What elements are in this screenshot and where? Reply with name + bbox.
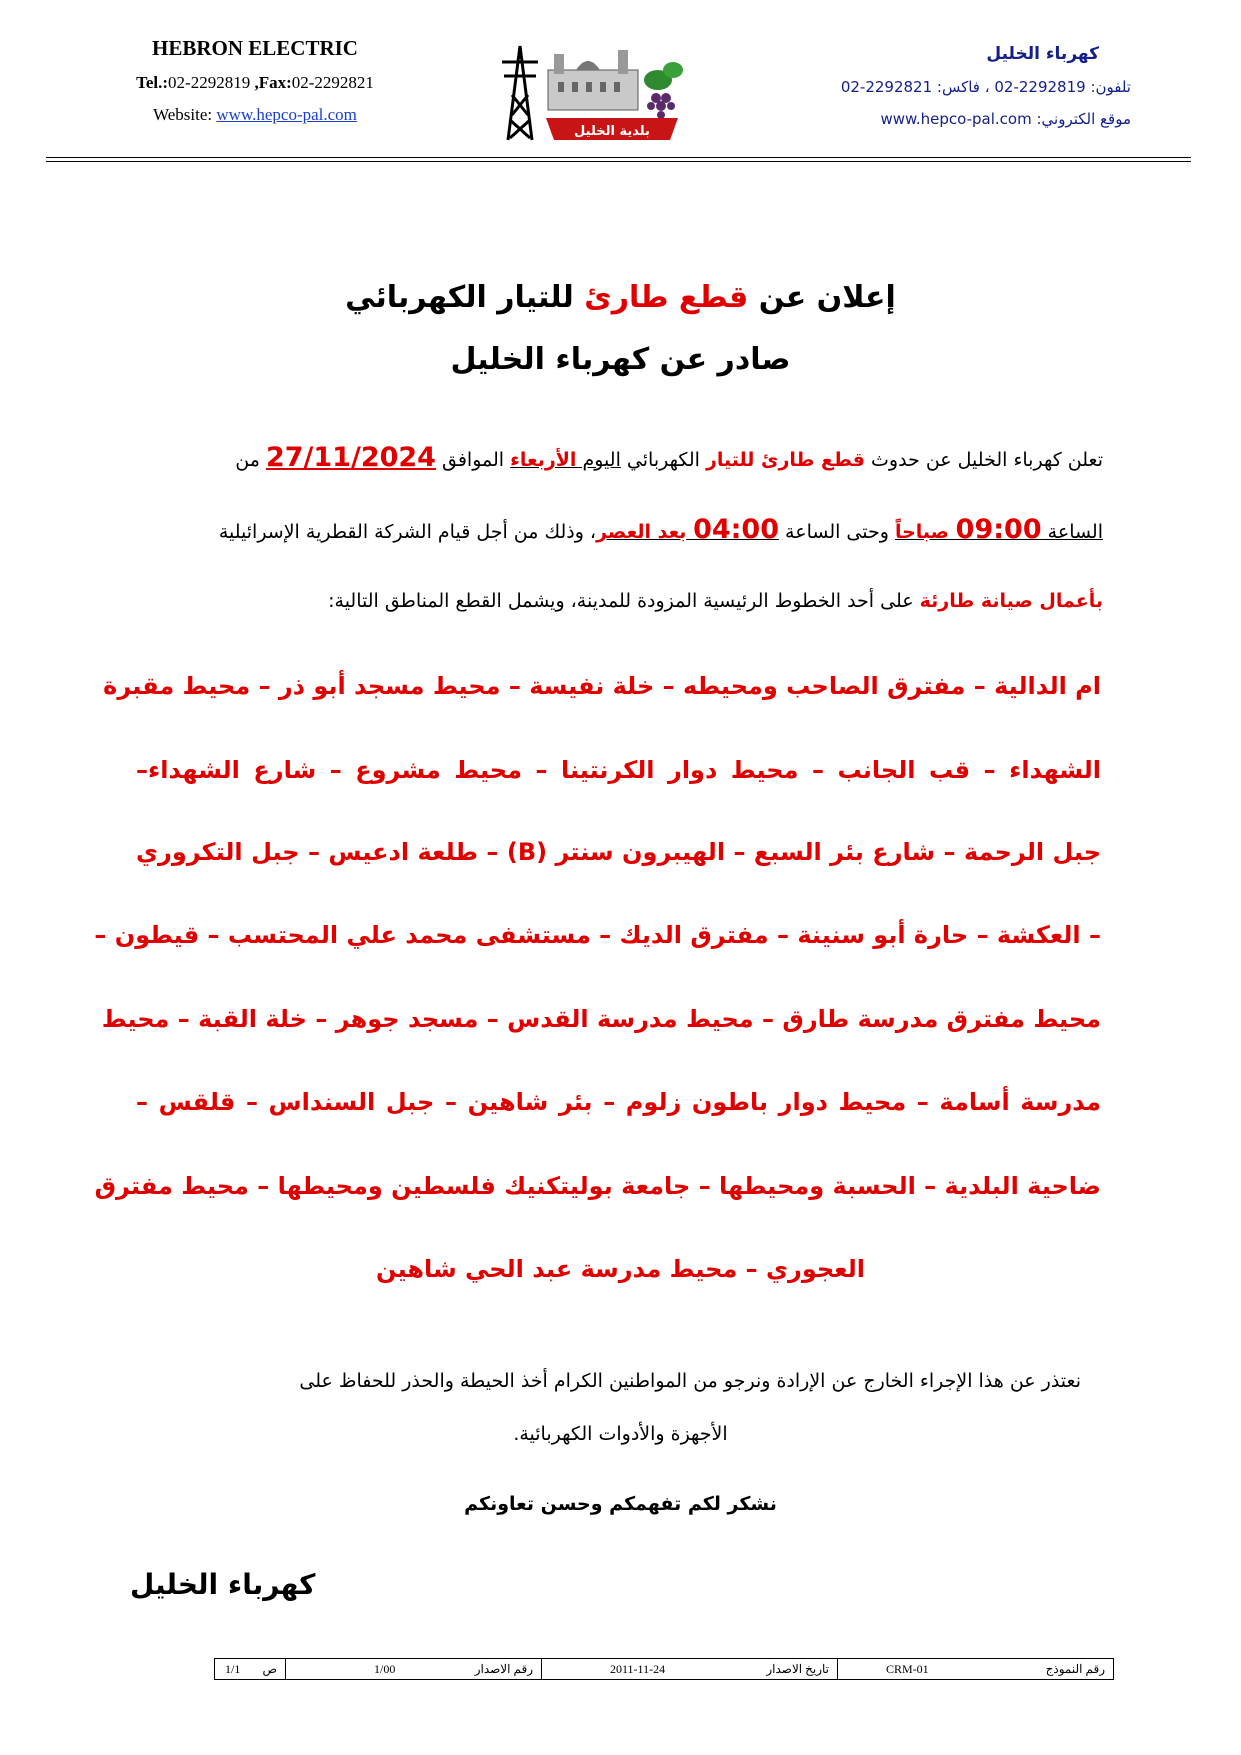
website-line-en: Website: www.hepco-pal.com [153, 105, 357, 124]
contact-line-en: Tel.:02-2292819 ,Fax:02-2292821 [136, 73, 374, 92]
areas-line-4: – العكشة – حارة أبو سنينة – مفترق الديك – مستشفى محمد علي المحتسب – قيطون – [94, 921, 1101, 949]
apology-line-1: نعتذر عن هذا الإجراء الخارج عن الإرادة ونرجو من المواطنين الكرام أخذ الحيطة والحذر للحفاظ على [299, 1370, 1081, 1392]
header-left [95, 36, 415, 125]
announcement-title: إعلان عن قطع طارئ للتيار الكهربائي [345, 280, 896, 315]
footer-issue-no: رقم الاصدار 1/00 [285, 1659, 541, 1679]
body-line-3: بأعمال صيانة طارئة على أحد الخطوط الرئيسية المزودة للمدينة، ويشمل القطع المناطق التالية: [328, 590, 1103, 612]
municipality-logo [488, 40, 708, 150]
header-divider [46, 157, 1191, 158]
header-divider-thin [46, 161, 1191, 162]
areas-line-3: جبل الرحمة – شارع بئر السبع – الهيبرون سنتر (B) – طلعة ادعيس – جبل التكروري [136, 838, 1102, 866]
contact-line-ar: تلفون: 02-2292819 ، فاكس: 02-2292821 [840, 78, 1131, 96]
signature: كهرباء الخليل [130, 1568, 316, 1601]
company-name-ar: كهرباء الخليل [986, 44, 1099, 64]
outage-date: 27/11/2024 [265, 442, 436, 473]
form-footer-table [214, 1658, 1114, 1680]
areas-line-8: العجوري – محيط مدرسة عبد الحي شاهين [376, 1255, 865, 1283]
areas-line-6: مدرسة أسامة – محيط دوار باطون زلوم – بئر شاهين – جبل السنداس – قلقس – [136, 1088, 1101, 1116]
areas-line-2: الشهداء – قب الجانب – محيط دوار الكرنتينا – محيط مشروع – شارع الشهداء– [136, 756, 1101, 784]
logo-icon [488, 40, 708, 150]
body-line-2: الساعة 09:00 صباحاً وحتى الساعة 04:00 بعد العصر، وذلك من أجل قيام الشركة القطرية الإسرائيلية [218, 514, 1103, 545]
areas-line-7: ضاحية البلدية – الحسبة ومحيطها – جامعة بوليتكنيك فلسطين ومحيطها – محيط مفترق [94, 1172, 1101, 1200]
svg-text:بلدية الخليل: بلدية الخليل [574, 124, 650, 139]
header-right [771, 44, 1131, 128]
outage-end-time: 04:00 [693, 514, 780, 545]
areas-line-5: محيط مفترق مدرسة طارق – محيط مدرسة القدس – مسجد جوهر – خلة القبة – محيط [101, 1005, 1101, 1033]
areas-line-1: ام الدالية – مفترق الصاحب ومحيطه – خلة نفيسة – محيط مسجد أبو ذر – محيط مقبرة [103, 672, 1101, 700]
website-link-en[interactable]: www.hepco-pal.com [216, 105, 357, 124]
announcement-subtitle: صادر عن كهرباء الخليل [450, 342, 791, 377]
thanks-line: نشكر لكم تفهمكم وحسن تعاونكم [464, 1493, 777, 1515]
footer-page-no: ص 1/1 [225, 1661, 277, 1676]
company-name-en: HEBRON ELECTRIC [152, 36, 358, 60]
outage-start-time: 09:00 [955, 514, 1042, 545]
footer-issue-date: تاريخ الاصدار 2011-11-24 [541, 1659, 837, 1679]
website-link-ar[interactable]: www.hepco-pal.com [880, 110, 1032, 128]
footer-form-no: رقم النموذج CRM-01 [837, 1659, 1113, 1679]
apology-line-2: الأجهزة والأدوات الكهربائية. [513, 1423, 728, 1445]
website-line-ar: موقع الكتروني: www.hepco-pal.com [880, 110, 1131, 128]
body-line-1: تعلن كهرباء الخليل عن حدوث قطع طارئ للتيار الكهربائي اليوم الأربعاء الموافق 27/11/2024 من [235, 442, 1103, 473]
